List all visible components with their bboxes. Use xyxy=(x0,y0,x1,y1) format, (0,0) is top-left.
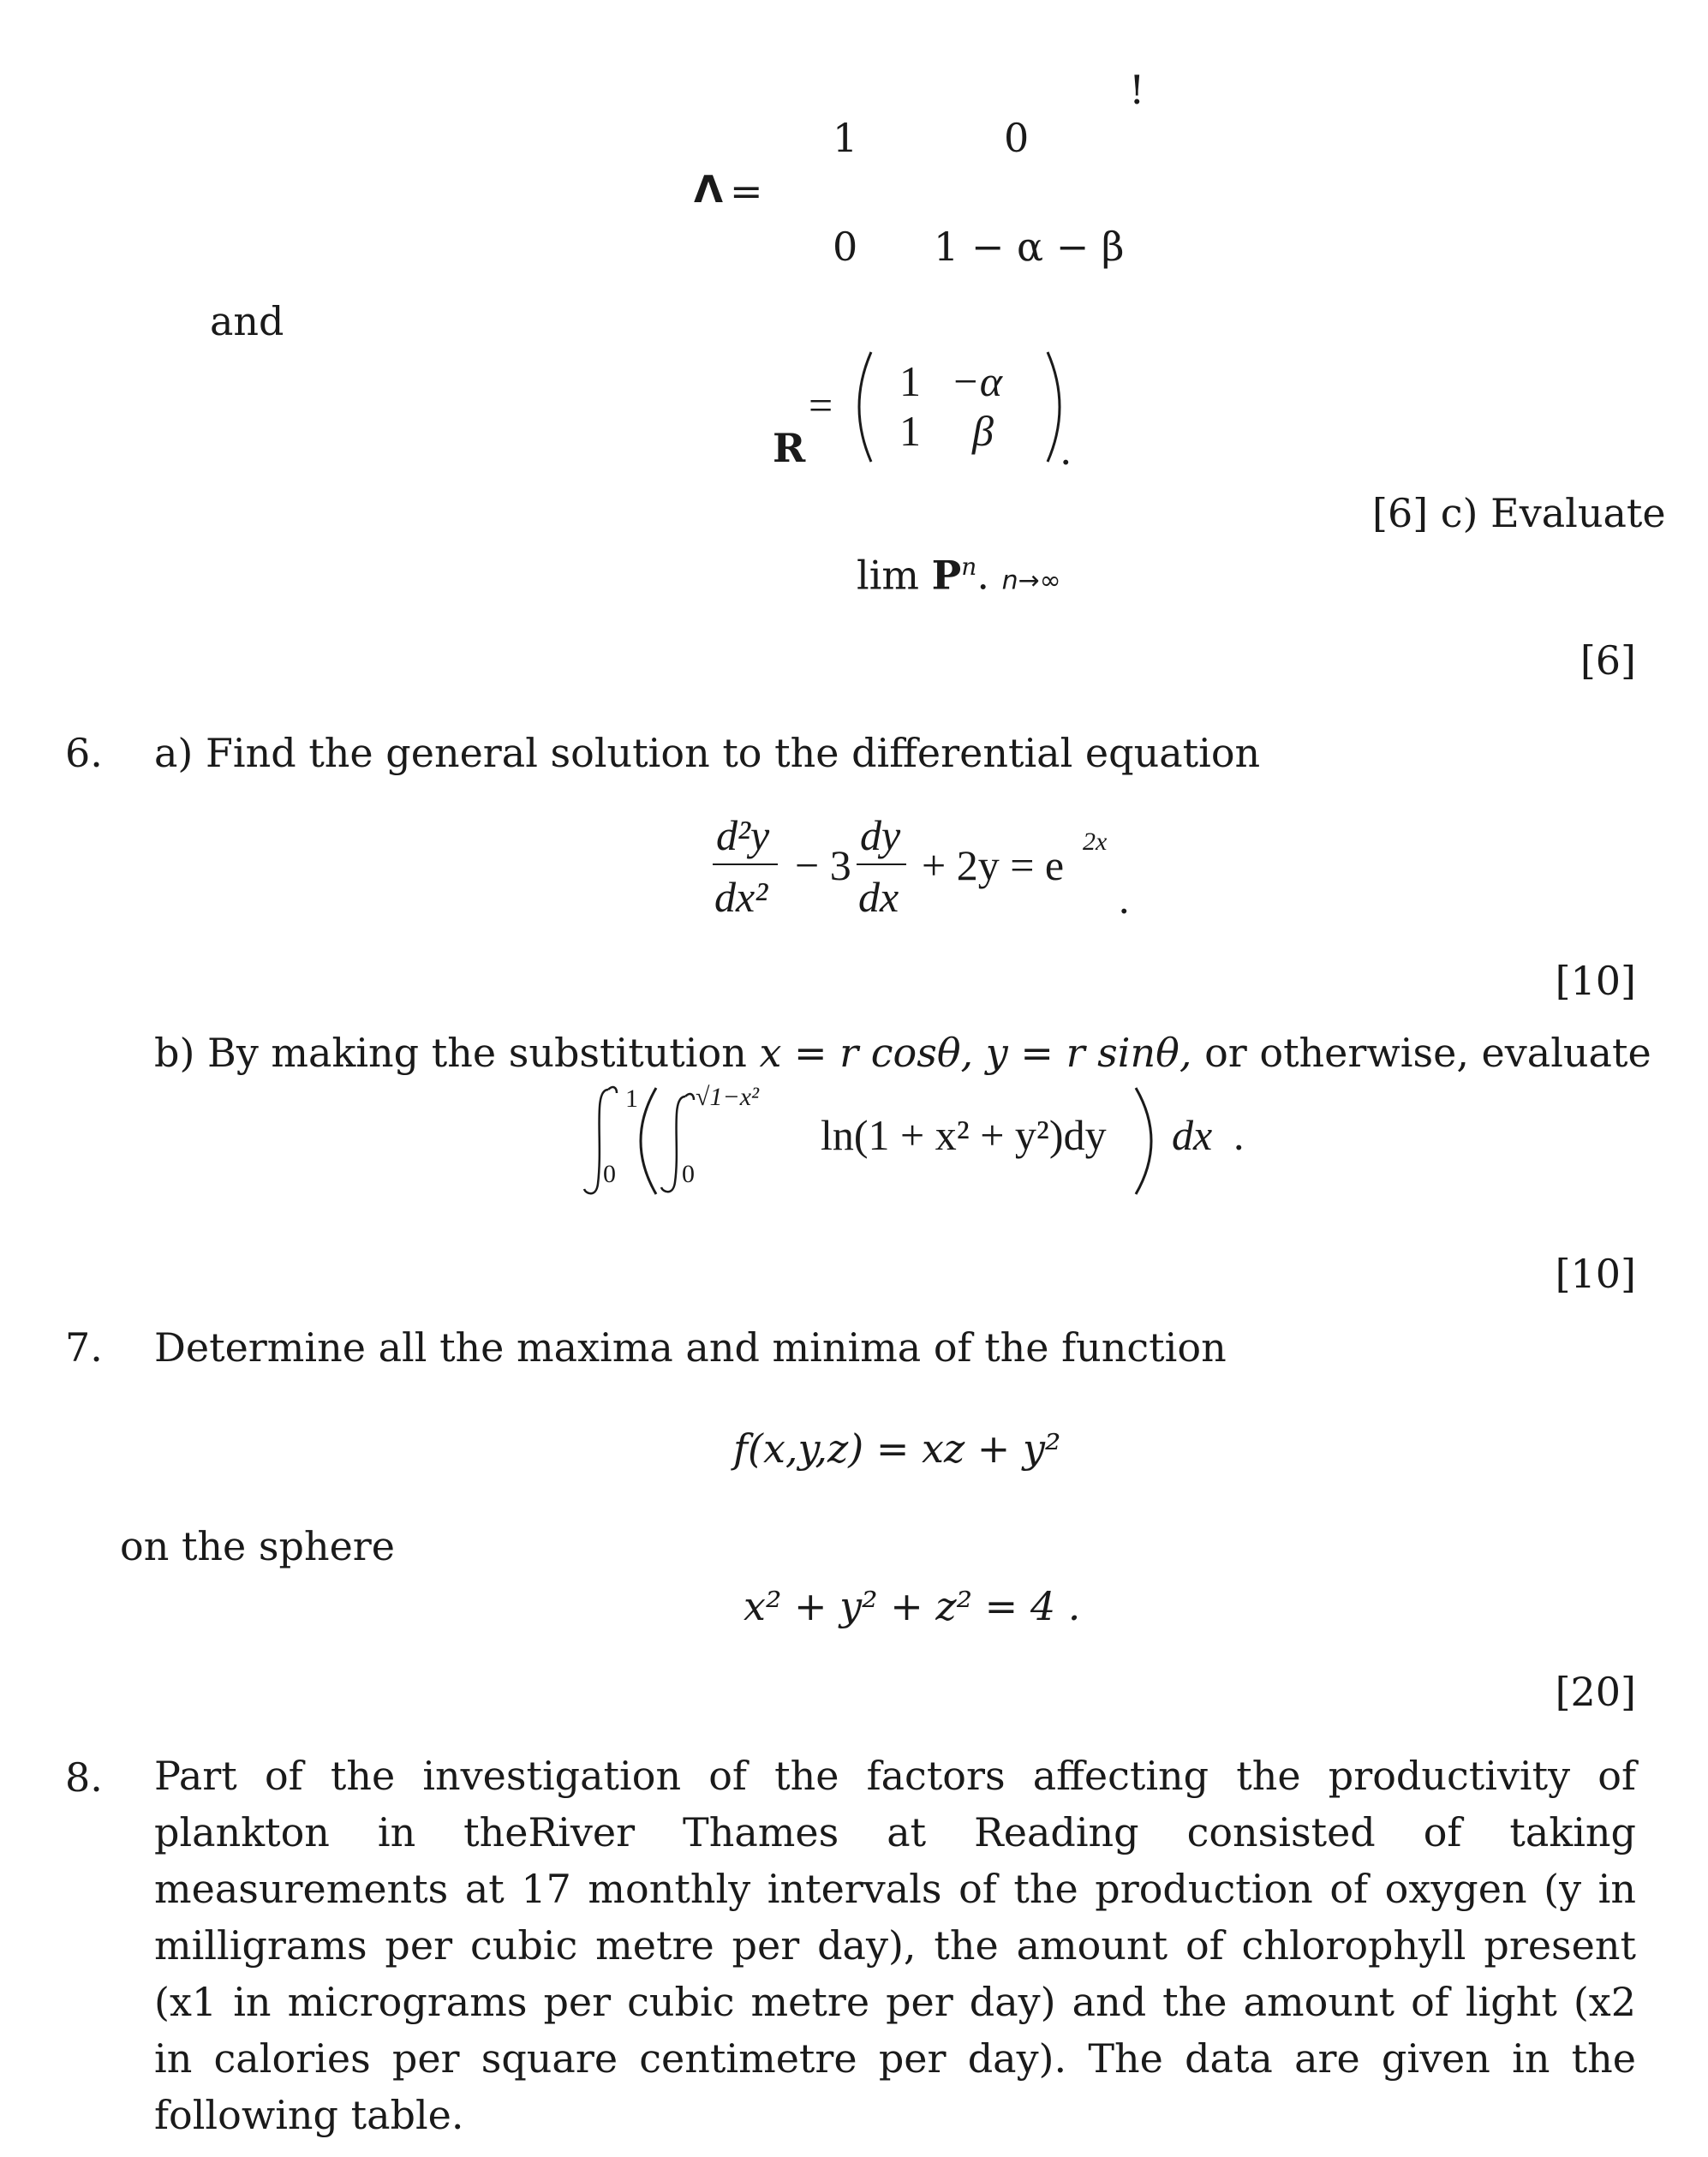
q6b-prefix: b) By making the substitution xyxy=(154,1030,760,1076)
power-n: n xyxy=(961,553,977,581)
r-symbol: R xyxy=(773,425,806,471)
eq-frac-bar-2 xyxy=(857,863,906,865)
eq-dx2: dx² xyxy=(714,873,768,921)
eq-frac-bar-1 xyxy=(713,863,778,865)
eq-exponent: 2x xyxy=(1083,828,1108,856)
q6b-suffix: or otherwise, evaluate xyxy=(1191,1030,1651,1076)
outer-differential: dx xyxy=(1172,1111,1213,1159)
q6b-text xyxy=(154,1030,1651,1076)
lim-subscript: n→∞ xyxy=(1001,565,1061,596)
outer-upper-limit: 1 xyxy=(625,1084,638,1113)
q7-function: f(x,y,z) = xz + y² xyxy=(733,1425,1061,1472)
q8-number: 8. xyxy=(65,1754,103,1801)
lim-dot: . xyxy=(976,552,989,599)
eq-dy: dy xyxy=(860,811,901,859)
eq-rest: + 2y = e xyxy=(922,841,1065,889)
limit-expression xyxy=(857,552,1061,599)
part-c-line xyxy=(1372,490,1666,536)
left-paren-icon xyxy=(859,352,871,462)
eq-dot: . xyxy=(1119,875,1130,923)
and-text: and xyxy=(210,298,284,344)
integral-dot: . xyxy=(1233,1111,1245,1159)
lambda-entry-12: 0 xyxy=(1004,115,1030,161)
q7-text: Determine all the maxima and minima of the function xyxy=(154,1324,1227,1371)
inner-lower-limit: 0 xyxy=(682,1160,695,1188)
eq-d2y: d²y xyxy=(716,811,770,859)
left-paren-icon xyxy=(641,1088,656,1194)
outer-integral-top-icon xyxy=(608,1087,617,1093)
r-entry-12: −α xyxy=(951,357,1002,405)
lambda-entry-22: 1 − α − β xyxy=(934,224,1125,270)
r-entry-22: β xyxy=(972,407,994,455)
q7-sphere-equation: x² + y² + z² = 4 . xyxy=(744,1583,1081,1629)
part-c-label: c) Evaluate xyxy=(1440,490,1666,536)
lim-text: lim xyxy=(857,552,920,599)
q7-number: 7. xyxy=(65,1324,103,1371)
inner-integral-top-icon xyxy=(685,1094,694,1100)
q6b-substitution: x = r cosθ, y = r sinθ, xyxy=(759,1030,1192,1076)
q7-on-sphere: on the sphere xyxy=(120,1523,396,1569)
r-entry-11: 1 xyxy=(899,357,921,405)
part-c-marks: [6] xyxy=(1580,637,1636,684)
lambda-entry-21: 0 xyxy=(833,224,858,270)
eq-minus3: − 3 xyxy=(795,841,851,889)
q6a-marks: [10] xyxy=(1555,958,1636,1004)
r-equals: = xyxy=(809,381,833,429)
q6-number: 6. xyxy=(65,730,103,776)
bold-p: P xyxy=(931,552,962,599)
lambda-equals: = xyxy=(730,168,763,214)
r-entry-21: 1 xyxy=(899,407,921,455)
right-paren-icon xyxy=(1048,352,1060,462)
integrand: ln(1 + x² + y²)dy xyxy=(821,1111,1107,1159)
outer-lower-limit: 0 xyxy=(603,1160,616,1188)
lambda-symbol: Λ xyxy=(694,168,724,212)
right-paren-icon xyxy=(1136,1088,1151,1194)
part-b-marks: [6] xyxy=(1372,490,1429,536)
q7-marks: [20] xyxy=(1555,1669,1636,1715)
q6a-text: a) Find the general solution to the differential equation xyxy=(154,730,1261,776)
eq-dx: dx xyxy=(858,873,899,921)
q8-paragraph: Part of the investigation of the factors affecting the productivity of plankton in theRiver Thames at Reading consisted of taking measurements at 17 monthly intervals of the production of oxygen (y in milligrams per cubic metre per day), the amount of chlorophyll present (x1 in micrograms per cubic metre per day) and the amount of light (x2 in calories per square centimetre per day). The data are given in the following table. xyxy=(154,1753,1636,2138)
inner-upper-limit: √1−x² xyxy=(696,1083,760,1111)
q6b-marks: [10] xyxy=(1555,1251,1636,1297)
r-trailing-dot: . xyxy=(1060,426,1072,474)
stray-mark: ! xyxy=(1129,67,1145,113)
lambda-entry-11: 1 xyxy=(833,115,858,161)
